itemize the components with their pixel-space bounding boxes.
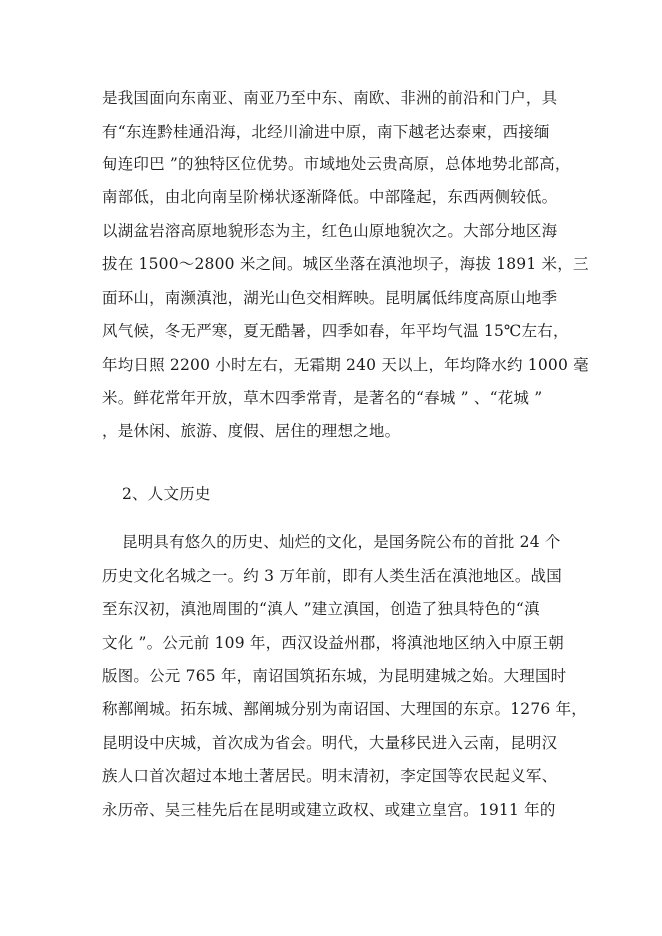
paragraph2-line-9: 永历帝、吴三桂先后在昆明或建立政权、或建立皇宫。1911 年的 [102, 801, 556, 819]
paragraph1-line-1: 是我国面向东南亚、南亚乃至中东、南欧、非洲的前沿和门户，具 [102, 89, 558, 107]
paragraph1-line-5: 以湖盆岩溶高原地貌形态为主，红色山原地貌次之。大部分地区海 [102, 222, 558, 240]
paragraph1-line-7: 面环山，南濒滇池，湖光山色交相辉映。昆明属低纬度高原山地季 [102, 289, 558, 307]
paragraph1-line-11: ，是休闲、旅游、度假、居住的理想之地。 [102, 422, 401, 440]
paragraph2-line-7: 昆明设中庆城，首次成为省会。明代，大量移民进入云南，昆明汉 [102, 734, 558, 752]
paragraph1-line-6: 拔在 1500～2800 米之间。城区坐落在滇池坝子，海拔 1891 米，三 [102, 255, 589, 273]
paragraph2-line-2: 历史文化名城之一。约 3 万年前，即有人类生活在滇池地区。战国 [102, 567, 562, 585]
paragraph2-line-4: 文化 ”。公元前 109 年，西汉设益州郡，将滇池地区纳入中原王朝 [102, 634, 564, 652]
section-heading: 2、人文历史 [122, 485, 211, 503]
paragraph2-line-8: 族人口首次超过本地土著居民。明末清初，李定国等农民起义军、 [102, 767, 558, 785]
paragraph1-line-4: 南部低，由北向南呈阶梯状逐渐降低。中部隆起，东西两侧较低。 [102, 188, 558, 206]
paragraph1-line-2: 有“东连黔桂通沿海，北经川渝进中原，南下越老达泰柬，西接缅 [102, 123, 550, 141]
paragraph2-line-3: 至东汉初，滇池周围的“滇人 ”建立滇国，创造了独具特色的“滇 [102, 600, 540, 618]
paragraph1-line-10: 米。鲜花常年开放，草木四季常青，是著名的“春城 ” 、“花城 ” [102, 389, 543, 407]
paragraph1-line-9: 年均日照 2200 小时左右，无霜期 240 天以上，年均降水约 1000 毫 [102, 356, 589, 374]
paragraph1-line-3: 甸连印巴 ”的独特区位优势。市域地处云贵高原，总体地势北部高， [102, 155, 571, 173]
paragraph2-line-5: 版图。公元 765 年，南诏国筑拓东城，为昆明建城之始。大理国时 [102, 667, 567, 685]
paragraph1-line-8: 风气候，冬无严寒，夏无酷暑，四季如春，年平均气温 15℃左右， [102, 322, 569, 340]
paragraph2-line-6: 称鄯阐城。拓东城、鄯阐城分别为南诏国、大理国的东京。1276 年， [102, 700, 587, 718]
paragraph2-line-1: 昆明具有悠久的历史、灿烂的文化，是国务院公布的首批 24 个 [122, 533, 561, 551]
